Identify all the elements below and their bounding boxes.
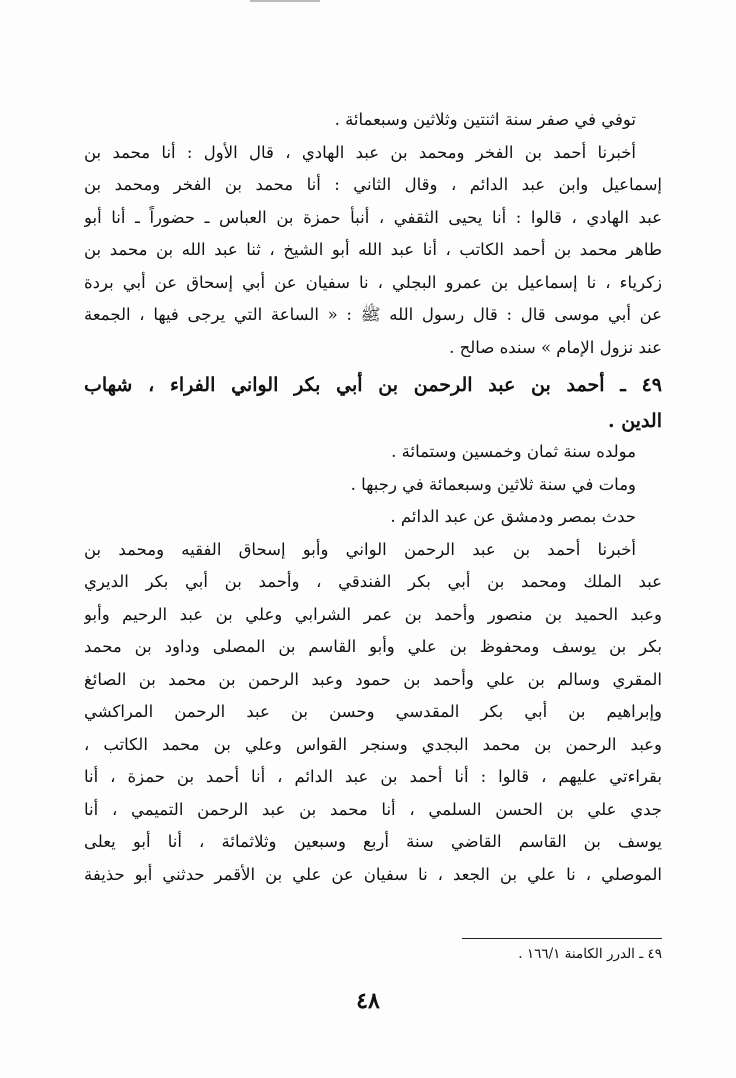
text-line: الموصلي ، نا علي بن الجعد ، نا سفيان عن علي بن الأقمر حدثني أبو حذيفة xyxy=(84,864,662,884)
text-line: بكر بن يوسف ومحفوظ بن علي وأبو القاسم بن المصلى وداود بن محمد xyxy=(84,637,662,656)
text-line: عن أبي موسى قال : قال رسول الله ﷺ : « الساعة التي يرجى فيها ، الجمعة xyxy=(84,305,662,324)
text-line: عبد الملك ومحمد بن أبي بكر الفندقي ، وأحمد بن أبي بكر الديري xyxy=(84,572,662,591)
text-line-narration: حدث بمصر ودمشق عن عبد الدائم . xyxy=(390,507,636,526)
text-line: المقري وسالم بن علي وأحمد بن حمود وعبد الرحمن بن محمد بن الصائغ xyxy=(84,669,662,689)
footnote: ٤٩ ـ الدرر الكامنة ١٦٦/١ . xyxy=(518,946,662,962)
entry-heading-continuation: الدين . xyxy=(607,410,662,432)
text-line: طاهر محمد بن أحمد الكاتب ، أنا عبد الله أبو الشيخ ، ثنا عبد الله بن محمد بن xyxy=(84,240,662,259)
text-line: جدي علي بن الحسن السلمي ، أنا محمد بن عبد الرحمن التميمي ، أنا xyxy=(84,799,662,819)
text-line: عبد الهادي ، قالوا : أنا يحيى الثقفي ، أنبأ حمزة بن العباس ـ حضوراً ـ أنا أبو xyxy=(84,207,662,227)
text-line: وعبد الحميد بن منصور وأحمد بن عمر الشرابي وعلي بن عبد الرحيم وأبو xyxy=(84,604,662,624)
entry-heading: ٤٩ ـ أحمد بن عبد الرحمن بن أبي بكر الواني الفراء ، شهاب xyxy=(84,374,662,396)
text-line-death: ومات في سنة ثلاثين وسبعمائة في رجبها . xyxy=(350,474,636,494)
footnote-divider xyxy=(462,938,662,939)
text-line-birth: مولده سنة ثمان وخمسين وستمائة . xyxy=(391,442,636,461)
top-scan-mark xyxy=(250,0,320,2)
text-line: وعبد الرحمن بن محمد البجدي وسنجر القواس وعلي بن محمد الكاتب ، xyxy=(84,734,662,754)
text-line-death-date: توفي في صفر سنة اثنتين وثلاثين وسبعمائة . xyxy=(334,110,636,129)
text-line: وإبراهيم بن أبي بكر المقدسي وحسن بن عبد الرحمن المراكشي xyxy=(84,702,662,721)
text-line: عند نزول الإمام » سنده صالح . xyxy=(449,337,662,357)
text-line: زكرياء ، نا إسماعيل بن عمرو البجلي ، نا سفيان عن أبي إسحاق عن أبي بردة xyxy=(84,272,662,292)
text-line: أخبرنا أحمد بن الفخر ومحمد بن عبد الهادي ، قال الأول : أنا محمد بن xyxy=(84,142,636,162)
text-line: أخبرنا أحمد بن عبد الرحمن الواني وأبو إسحاق الفقيه ومحمد بن xyxy=(84,539,636,559)
text-line: يوسف بن القاسم القاضي سنة أربع وسبعين وثلاثمائة ، أنا أبو يعلى xyxy=(84,832,662,851)
text-line: بقراءتي عليهم ، قالوا : أنا أحمد بن عبد الدائم ، أنا أحمد بن حمزة ، أنا xyxy=(84,767,662,786)
main-text xyxy=(84,104,662,891)
page-number: ٤٨ xyxy=(356,988,380,1014)
text-line: إسماعيل وابن عبد الدائم ، وقال الثاني : أنا محمد بن الفخر ومحمد بن xyxy=(84,175,662,194)
